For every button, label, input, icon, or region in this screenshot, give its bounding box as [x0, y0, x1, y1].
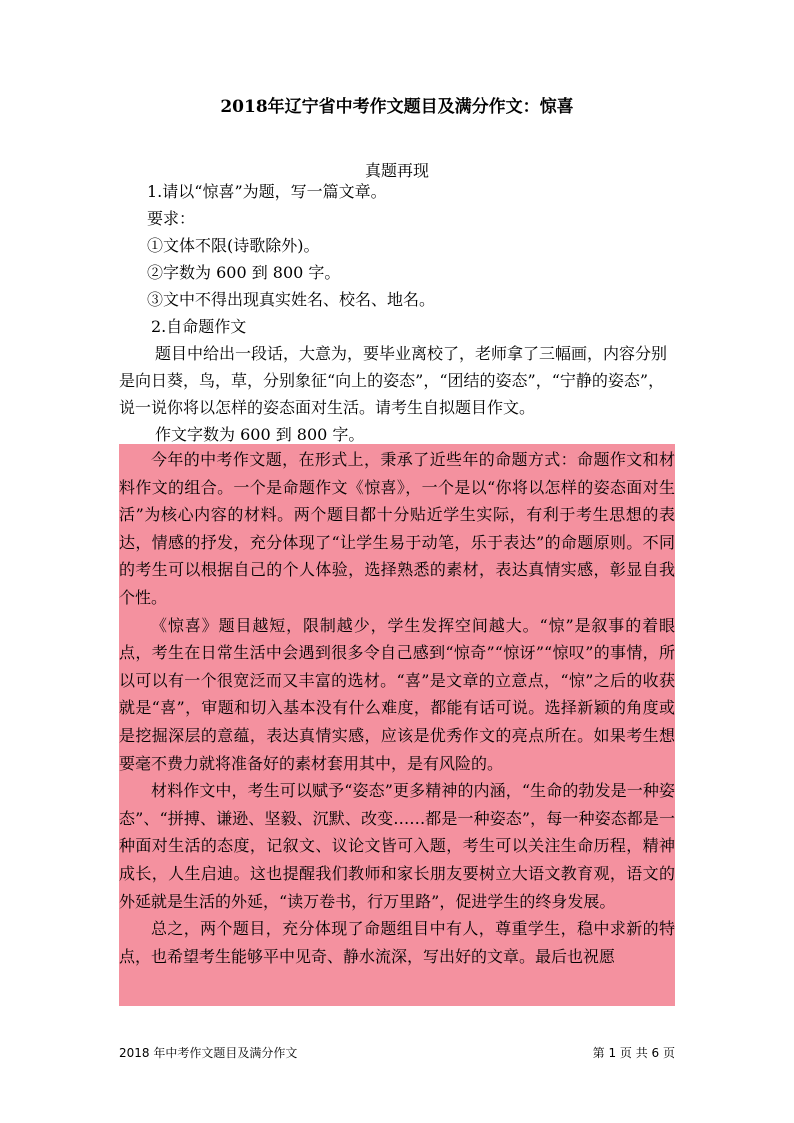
commentary-block [119, 444, 675, 1006]
footer-page-number: 第 1 页 共 6 页 [592, 1046, 675, 1060]
requirement-3: ③文中不得出现真实姓名、校名、地名。 [147, 290, 436, 309]
prompt-q1: 1.请以“惊喜”为题，写一篇文章。 [147, 182, 387, 201]
requirement-2: ②字数为 600 到 800 字。 [147, 263, 341, 282]
prompt-q2: 2.自命题作文 [151, 317, 247, 336]
section-heading: 真题再现 [364, 161, 429, 180]
footer-document-title: 2018 年中考作文题目及满分作文 [119, 1046, 298, 1060]
prompt-q2-word-count: 作文字数为 600 到 800 字。 [155, 425, 365, 444]
page-title: 2018年辽宁省中考作文题目及满分作文：惊喜 [220, 97, 574, 117]
prompt-q2-description: 题目中给出一段话，大意为，要毕业离校了，老师拿了三幅画，内容分别是向日葵，鸟，草，分别象征“向上的姿态”，“团结的姿态”，“宁静的姿态”，说一说你将以怎样的姿态面对生活。请考生自拟题目作文。 [119, 344, 668, 417]
requirement-1: ①文体不限(诗歌除外)。 [147, 236, 320, 255]
commentary-paragraph-3: 材料作文中，考生可以赋予“姿态”更多精神的内涵，“生命的勃发是一种姿态”、“拼搏、谦逊、坚毅、沉默、改变……都是一种姿态”，每一种姿态都是一种面对生活的态度，记叙文、议论文皆可入题，考生可以关注生命历程，精神成长，人生启迪。这也提醒我们教师和家长朋友要树立大语文教育观，语文的外延就是生活的外延，“读万卷书，行万里路”，促进学生的终身发展。 [119, 781, 675, 911]
prompt-section [119, 178, 675, 448]
commentary-paragraph-2: 《惊喜》题目越短，限制越少，学生发挥空间越大。“惊”是叙事的着眼点，考生在日常生活中会遇到很多令自己感到“惊奇”“惊讶”“惊叹”的事情，所以可以有一个很宽泛而又丰富的选材。“喜”是文章的立意点，“惊”之后的收获就是“喜”，审题和切入基本没有什么难度，都能有话可说。选择新颖的角度或是挖掘深层的意蕴，表达真情实感，应该是优秀作文的亮点所在。如果考生想要毫不费力就将准备好的素材套用其中，是有风险的。 [119, 615, 675, 773]
commentary-paragraph-1: 今年的中考作文题，在形式上，秉承了近些年的命题方式：命题作文和材料作文的组合。一个是命题作文《惊喜》，一个是以“你将以怎样的姿态面对生活”为核心内容的材料。两个题目都十分贴近学生实际，有利于考生思想的表达，情感的抒发，充分体现了“让学生易于动笔，乐于表达”的命题原则。不同的考生可以根据自己的个人体验，选择熟悉的素材，表达真情实感，彰显自我个性。 [119, 450, 675, 607]
requirements-label: 要求： [147, 209, 196, 228]
commentary-paragraph-4: 总之，两个题目，充分体现了命题组目中有人，尊重学生，稳中求新的特点，也希望考生能够平中见奇、静水流深，写出好的文章。最后也祝愿 [119, 919, 675, 966]
